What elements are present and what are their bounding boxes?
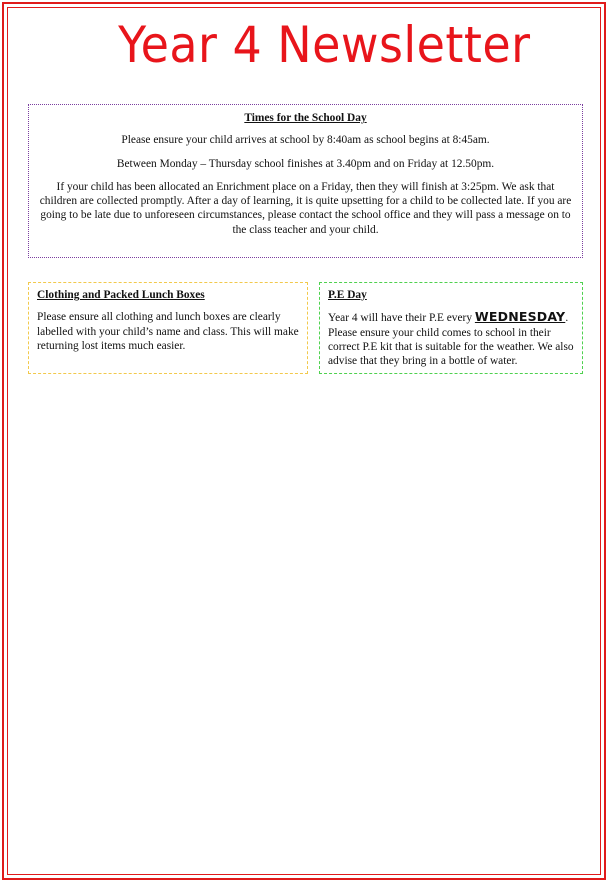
times-heading: Times for the School Day [244, 112, 367, 124]
times-paragraph-arrival: Please ensure your child arrives at school by 8:40am as school begins at 8:45am. [121, 134, 490, 147]
clothing-heading: Clothing and Packed Lunch Boxes [37, 289, 205, 301]
pe-body [328, 310, 574, 368]
newsletter-title: Year 4 Newsletter [118, 16, 531, 74]
pe-body-end: . Please ensure your child comes to school in their correct P.E kit that is suitable for the weather. We also advise that they bring in a bottle of water. [328, 312, 574, 368]
pe-box [319, 282, 583, 374]
times-paragraph-enrichment: If your child has been allocated an Enrichment place on a Friday, then they will finish at 3:25pm. We ask that children are collected promptly. After a day of learning, it is quite upsetting for a child to be collected late. If you are going to be late due to unforeseen circumstances, please contact the school office and they will pass a message on to the class teacher and your child. [39, 180, 572, 236]
clothing-box [28, 282, 308, 374]
times-paragraph-finish: Between Monday – Thursday school finishes at 3.40pm and on Friday at 12.50pm. [116, 157, 495, 170]
pe-day: WEDNESDAY [474, 309, 566, 325]
pe-heading: P.E Day [328, 289, 367, 301]
times-box [28, 104, 583, 258]
pe-body-start: Year 4 will have their P.E every [328, 312, 475, 325]
clothing-body: Please ensure all clothing and lunch boxes are clearly labelled with your child’s name and class. This will make returning lost items much easier. [37, 311, 299, 352]
